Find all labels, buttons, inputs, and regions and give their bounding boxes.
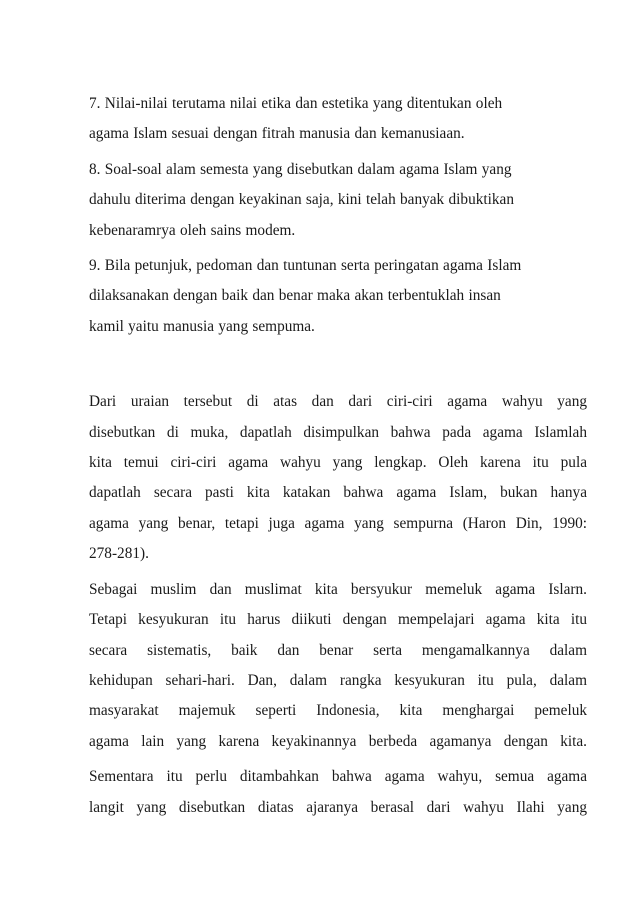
text-line: masyarakat majemuk seperti Indonesia, kita menghargai pemeluk: [89, 702, 587, 720]
text-line: Sebagai muslim dan muslimat kita bersyukur memeluk agama Islarn.: [89, 580, 587, 598]
text-line: Dari uraian tersebut di atas dan dari ciri-ciri agama wahyu yang: [89, 393, 587, 411]
paragraph-revelation: [89, 762, 587, 823]
paragraph-conclusion: [89, 387, 587, 569]
text-line: 7. Nilai-nilai terutama nilai etika dan estetika yang ditentukan oleh: [89, 95, 503, 112]
text-line: 278-281).: [89, 545, 149, 563]
text-line: agama yang benar, tetapi juga agama yang sempurna (Haron Din, 1990:: [89, 514, 587, 532]
text-line: kebenaramrya oleh sains modem.: [89, 221, 296, 239]
text-line: Sementara itu perlu ditambahkan bahwa agama wahyu, semua agama: [89, 768, 587, 786]
text-line: agama lain yang karena keyakinannya berbeda agamanya dengan kita.: [89, 732, 587, 750]
paragraph-gratitude: [89, 575, 587, 757]
paragraph-gap: [89, 347, 587, 387]
text-line: Tetapi kesyukuran itu harus diikuti dengan mempelajari agama kita itu: [89, 611, 587, 629]
text-line: dahulu diterima dengan keyakinan saja, kini telah banyak dibuktikan: [89, 191, 514, 209]
text-line: kehidupan sehari-hari. Dan, dalam rangka kesyukuran itu pula, dalam: [89, 671, 587, 689]
text-line: agama Islam sesuai dengan fitrah manusia dan kemanusiaan.: [89, 125, 465, 143]
text-line: kamil yaitu manusia yang sempuma.: [89, 317, 315, 335]
text-line: disebutkan di muka, dapatlah disimpulkan bahwa pada agama Islamlah: [89, 423, 587, 441]
text-line: 8. Soal-soal alam semesta yang disebutkan dalam agama Islam yang: [89, 160, 512, 178]
list-item-8: [89, 155, 567, 246]
text-line: langit yang disebutkan diatas ajaranya berasal dari wahyu Ilahi yang: [89, 798, 587, 816]
text-line: secara sistematis, baik dan benar serta mengamalkannya dalam: [89, 641, 587, 659]
list-item-7: [89, 89, 567, 150]
document-page: [89, 89, 587, 828]
text-line: kita temui ciri-ciri agama wahyu yang lengkap. Oleh karena itu pula: [89, 454, 587, 472]
text-line: 9. Bila petunjuk, pedoman dan tuntunan serta peringatan agama Islam: [89, 257, 522, 275]
text-line: dilaksanakan dengan baik dan benar maka akan terbentuklah insan: [89, 287, 501, 305]
text-line: dapatlah secara pasti kita katakan bahwa agama Islam, bukan hanya: [89, 484, 587, 502]
list-item-9: [89, 251, 567, 342]
